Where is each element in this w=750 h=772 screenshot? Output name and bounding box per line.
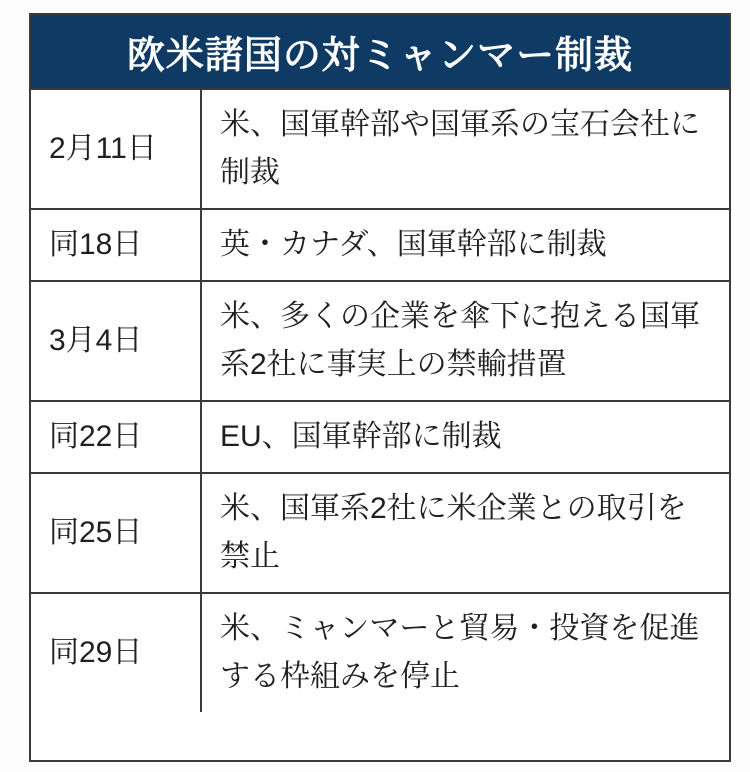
- event-cell: 米、ミャンマーと貿易・投資を促進する枠組みを停止: [202, 594, 729, 712]
- table-body: [31, 90, 729, 760]
- date-cell: 同25日: [31, 474, 202, 592]
- sanctions-table: [29, 13, 731, 762]
- date-cell: 同29日: [31, 594, 202, 712]
- table-row: [31, 282, 729, 402]
- event-cell: 米、多くの企業を傘下に抱える国軍系2社に事実上の禁輸措置: [202, 282, 729, 400]
- event-cell: 米、国軍系2社に米企業との取引を禁止: [202, 474, 729, 592]
- table-title: 欧米諸国の対ミャンマー制裁: [31, 15, 729, 90]
- date-cell: 3月4日: [31, 282, 202, 400]
- table-row: [31, 210, 729, 282]
- table-row: [31, 402, 729, 474]
- event-cell: 英・カナダ、国軍幹部に制裁: [202, 210, 729, 280]
- table-row: [31, 474, 729, 594]
- date-cell: 2月11日: [31, 90, 202, 208]
- event-cell: EU、国軍幹部に制裁: [202, 402, 729, 472]
- table-row: [31, 594, 729, 712]
- date-cell: 同18日: [31, 210, 202, 280]
- event-cell: 米、国軍幹部や国軍系の宝石会社に制裁: [202, 90, 729, 208]
- date-cell: 同22日: [31, 402, 202, 472]
- table-row: [31, 90, 729, 210]
